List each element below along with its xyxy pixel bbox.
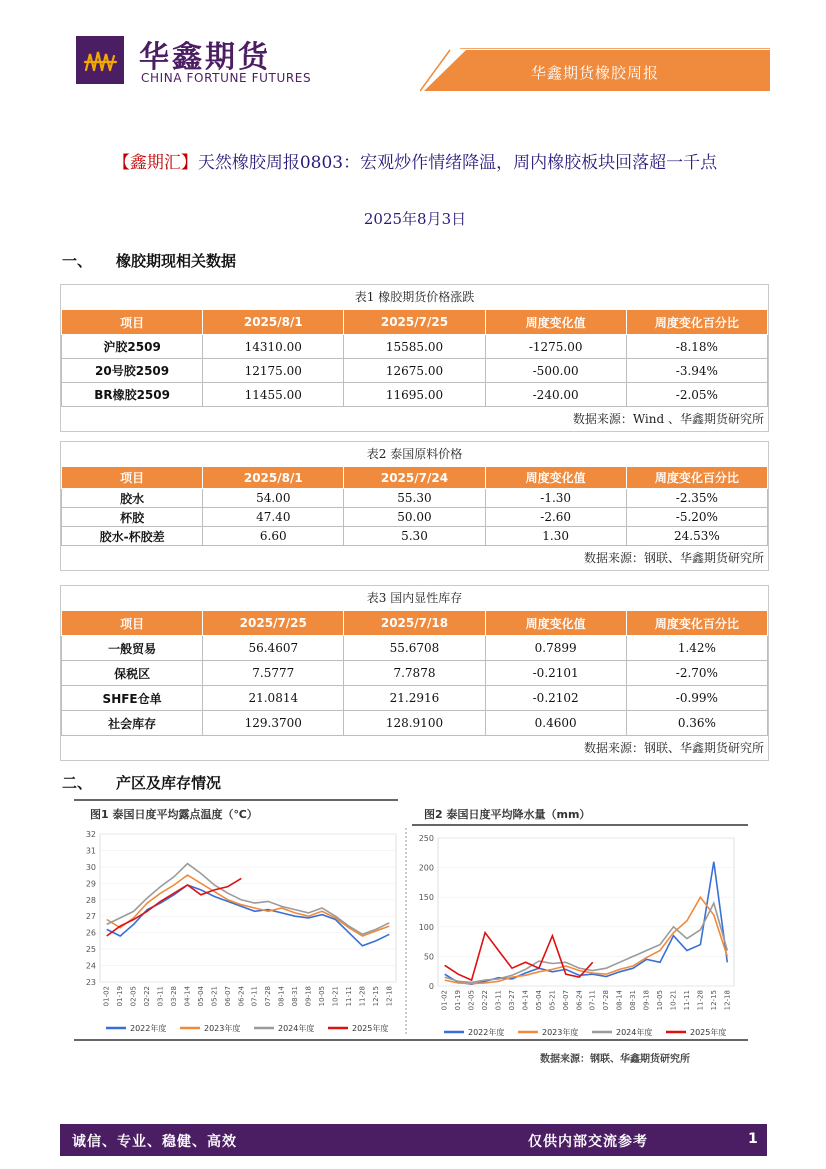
table-cell: 12175.00 <box>203 359 344 383</box>
chart1-x-tick-label: 05-04 <box>196 986 205 1007</box>
section-heading-1 <box>62 250 236 271</box>
chart1-x-tick-label: 02-22 <box>143 986 152 1007</box>
chart1-x-tick-label: 05-21 <box>210 986 219 1007</box>
chart2-x-tick-label: 05-04 <box>534 990 543 1011</box>
row-label: 20号胶2509 <box>62 359 203 383</box>
table-row <box>62 508 768 527</box>
column-header: 周度变化值 <box>485 467 626 489</box>
row-label: 一般贸易 <box>62 636 203 661</box>
chart2-x-tick-label: 08-31 <box>629 990 638 1011</box>
table-cell: -2.05% <box>626 383 767 407</box>
table-header-row <box>62 467 768 489</box>
chart1-x-tick-label: 08-14 <box>277 986 286 1007</box>
table-cell: -0.2101 <box>485 661 626 686</box>
footer-notice: 仅供内部交流参考 <box>528 1134 648 1150</box>
chart1-x-tick-label: 12-15 <box>371 986 380 1007</box>
row-label: 胶水 <box>62 489 203 508</box>
chart2-y-tick-label: 100 <box>418 922 434 932</box>
table-header-row <box>62 611 768 636</box>
row-label: 保税区 <box>62 661 203 686</box>
chart2-plot-frame <box>438 838 734 986</box>
chart2-y-tick-label: 250 <box>418 834 434 843</box>
brand-name-cn: 华鑫期货 <box>139 40 271 75</box>
table-cell: 15585.00 <box>344 335 485 359</box>
chart1-y-tick-label: 27 <box>85 912 96 922</box>
section-label: 产区及库存情况 <box>116 774 222 792</box>
chart1-y-tick-label: 24 <box>85 961 96 971</box>
table-cell: 1.30 <box>485 527 626 546</box>
row-label: SHFE仓单 <box>62 686 203 711</box>
table-cell: 11695.00 <box>344 383 485 407</box>
chart2-x-tick-label: 06-24 <box>575 990 584 1011</box>
row-label: 沪胶2509 <box>62 335 203 359</box>
chart1-y-tick-label: 29 <box>85 879 96 889</box>
table-row <box>62 335 768 359</box>
chart1-y-tick-label: 26 <box>85 928 96 938</box>
chart1-x-tick-label: 10-21 <box>331 986 340 1007</box>
column-header: 项目 <box>62 310 203 335</box>
table-futures-prices <box>60 284 769 432</box>
table-cell: 129.3700 <box>203 711 344 736</box>
chart2-x-tick-label: 02-22 <box>481 990 490 1011</box>
table-cell: 50.00 <box>344 508 485 527</box>
title-tag: 【鑫期汇】 <box>112 153 198 173</box>
chart2-x-tick-label: 12-18 <box>723 990 732 1011</box>
chart2-plot <box>419 834 734 1037</box>
title-text: 天然橡胶周报0803：宏观炒作情绪降温，周内橡胶板块回落超一千点 <box>197 153 718 173</box>
chart2-y-tick-label: 50 <box>423 952 434 962</box>
chart1-title: 图1 泰国日度平均露点温度（℃） <box>90 808 258 821</box>
chart1-y-tick-label: 28 <box>85 895 96 905</box>
chart2-x-tick-label: 10-05 <box>656 990 664 1011</box>
table-cell: -2.60 <box>485 508 626 527</box>
chart2-x-tick-label: 07-28 <box>602 990 611 1011</box>
column-header: 2025/7/24 <box>344 467 485 489</box>
chart2-x-tick-label: 06-07 <box>561 990 570 1011</box>
chart2-x-tick-label: 04-14 <box>521 990 530 1011</box>
chart2-x-tick-label: 01-02 <box>440 990 449 1011</box>
chart1-series-line <box>107 875 390 936</box>
chart1-x-tick-label: 04-14 <box>183 986 192 1007</box>
table-cell: -2.70% <box>626 661 767 686</box>
report-name: 华鑫期货橡胶周报 <box>530 64 659 82</box>
data-table <box>61 309 768 407</box>
table-cell: -5.20% <box>626 508 767 527</box>
table-caption: 表1 橡胶期货价格涨跌 <box>354 290 475 304</box>
table-cell: 6.60 <box>203 527 344 546</box>
table-cell: -0.99% <box>626 686 767 711</box>
table-row <box>62 636 768 661</box>
table-cell: -1275.00 <box>485 335 626 359</box>
chart1-x-tick-label: 07-28 <box>264 986 273 1007</box>
table-thai-raw-prices <box>60 441 769 571</box>
chart1-x-tick-label: 02-05 <box>129 986 138 1007</box>
chart2-x-tick-label: 11-11 <box>682 990 691 1011</box>
data-table <box>61 466 768 546</box>
brand-name-en: CHINA FORTUNE FUTURES <box>141 71 312 85</box>
charts-figure <box>60 798 767 1044</box>
chart1-x-tick-label: 07-11 <box>250 986 259 1007</box>
column-header: 周度变化值 <box>485 310 626 335</box>
document-title <box>60 148 770 173</box>
table-cell: -0.2102 <box>485 686 626 711</box>
column-header: 2025/8/1 <box>203 467 344 489</box>
table-cell: 12675.00 <box>344 359 485 383</box>
chart1-x-tick-label: 06-07 <box>223 986 232 1007</box>
table-cell: 21.0814 <box>203 686 344 711</box>
table-caption: 表2 泰国原料价格 <box>366 447 463 461</box>
column-header: 项目 <box>62 467 203 489</box>
column-header: 周度变化百分比 <box>626 310 767 335</box>
chart2-x-tick-label: 02-05 <box>467 990 476 1011</box>
chart2-y-tick-label: 150 <box>418 893 434 903</box>
table-cell: 47.40 <box>203 508 344 527</box>
table-cell: 55.30 <box>344 489 485 508</box>
company-logo <box>76 36 124 84</box>
chart1-y-tick-label: 32 <box>85 830 96 839</box>
column-header: 周度变化值 <box>485 611 626 636</box>
table-cell: 54.00 <box>203 489 344 508</box>
table-cell: -240.00 <box>485 383 626 407</box>
chart2-x-tick-label: 03-11 <box>494 990 503 1011</box>
chart2-legend-label: 2024年度 <box>616 1028 653 1037</box>
chart1-y-tick-label: 23 <box>85 978 96 987</box>
table-cell: 128.9100 <box>344 711 485 736</box>
column-header: 2025/8/1 <box>203 310 344 335</box>
table-source: 数据来源：钢联、华鑫期货研究所 <box>583 551 764 565</box>
chart1-legend-label: 2022年度 <box>130 1024 167 1033</box>
column-header: 2025/7/25 <box>344 310 485 335</box>
table-cell: 14310.00 <box>203 335 344 359</box>
footer-slogan: 诚信、专业、稳健、高效 <box>72 1134 237 1150</box>
table-domestic-inventory <box>60 585 769 761</box>
chart1-y-tick-label: 25 <box>85 945 96 955</box>
chart2-legend-label: 2025年度 <box>690 1028 727 1037</box>
chart1-legend-label: 2025年度 <box>352 1024 389 1033</box>
table-row <box>62 359 768 383</box>
chart1-x-tick-label: 08-31 <box>291 986 300 1007</box>
chart2-x-tick-label: 08-14 <box>615 990 624 1011</box>
chart1-plot <box>86 830 396 1033</box>
chart1-x-tick-label: 10-05 <box>318 986 326 1007</box>
chart2-x-tick-label: 05-21 <box>548 990 557 1011</box>
table-header-row <box>62 310 768 335</box>
table-cell: -8.18% <box>626 335 767 359</box>
section-number: 一、 <box>62 252 93 270</box>
chart1-x-tick-label: 06-24 <box>237 986 246 1007</box>
chart1-series-line <box>107 864 390 935</box>
section-label: 橡胶期现相关数据 <box>116 252 237 270</box>
page-number: 1 <box>748 1131 758 1147</box>
table-cell: 55.6708 <box>344 636 485 661</box>
table-cell: -1.30 <box>485 489 626 508</box>
logo-emblem-icon <box>76 36 124 84</box>
chart2-x-tick-label: 10-21 <box>669 990 678 1011</box>
table-source: 数据来源：钢联、华鑫期货研究所 <box>583 741 764 755</box>
table-cell: 7.5777 <box>203 661 344 686</box>
chart2-x-tick-label: 07-11 <box>588 990 597 1011</box>
column-header: 项目 <box>62 611 203 636</box>
chart1-legend-label: 2024年度 <box>278 1024 315 1033</box>
table-row <box>62 686 768 711</box>
section-number: 二、 <box>62 774 93 792</box>
chart1-x-tick-label: 01-19 <box>116 986 125 1007</box>
table-cell: 1.42% <box>626 636 767 661</box>
row-label: 杯胶 <box>62 508 203 527</box>
column-header: 2025/7/25 <box>203 611 344 636</box>
table-row <box>62 489 768 508</box>
table-row <box>62 527 768 546</box>
chart1-series-line <box>107 878 242 936</box>
chart2-legend-label: 2022年度 <box>468 1028 505 1037</box>
table-cell: -500.00 <box>485 359 626 383</box>
data-table <box>61 610 768 736</box>
column-header: 周度变化百分比 <box>626 611 767 636</box>
row-label: BR橡胶2509 <box>62 383 203 407</box>
table-cell: 5.30 <box>344 527 485 546</box>
column-header: 周度变化百分比 <box>626 467 767 489</box>
chart2-x-tick-label: 09-18 <box>642 990 651 1011</box>
chart2-legend-label: 2023年度 <box>542 1028 579 1037</box>
table-cell: 24.53% <box>626 527 767 546</box>
document-date: 2025年8月3日 <box>363 210 467 228</box>
chart1-series-line <box>107 885 390 946</box>
chart1-legend-label: 2023年度 <box>204 1024 241 1033</box>
row-label: 社会库存 <box>62 711 203 736</box>
charts-source: 数据来源：钢联、华鑫期货研究所 <box>540 1054 690 1065</box>
column-header: 2025/7/18 <box>344 611 485 636</box>
table-cell: 0.4600 <box>485 711 626 736</box>
chart1-x-tick-label: 09-18 <box>304 986 313 1007</box>
chart1-x-tick-label: 11-28 <box>358 986 367 1007</box>
chart1-y-tick-label: 30 <box>85 862 96 872</box>
table-cell: 21.2916 <box>344 686 485 711</box>
table-cell: 11455.00 <box>203 383 344 407</box>
chart1-x-tick-label: 12-18 <box>385 986 394 1007</box>
table-cell: -3.94% <box>626 359 767 383</box>
table-row <box>62 661 768 686</box>
table-cell: 0.36% <box>626 711 767 736</box>
table-row <box>62 383 768 407</box>
chart2-x-tick-label: 11-28 <box>696 990 705 1011</box>
table-cell: 0.7899 <box>485 636 626 661</box>
chart2-x-tick-label: 12-15 <box>709 990 718 1011</box>
chart1-x-tick-label: 03-28 <box>170 986 178 1007</box>
table-source: 数据来源：Wind 、华鑫期货研究所 <box>572 412 764 426</box>
chart1-y-tick-label: 31 <box>85 846 96 856</box>
table-row <box>62 711 768 736</box>
chart2-x-tick-label: 03-27 <box>508 990 516 1011</box>
chart2-y-tick-label: 0 <box>428 982 434 991</box>
table-cell: 7.7878 <box>344 661 485 686</box>
chart2-y-tick-label: 200 <box>418 863 434 873</box>
section-heading-2 <box>62 772 221 793</box>
chart2-title: 图2 泰国日度平均降水量（mm） <box>424 808 591 821</box>
row-label: 胶水-杯胶差 <box>62 527 203 546</box>
chart2-x-tick-label: 01-19 <box>454 990 463 1011</box>
chart1-x-tick-label: 01-02 <box>102 986 111 1007</box>
chart1-x-tick-label: 11-11 <box>344 986 353 1007</box>
table-cell: -2.35% <box>626 489 767 508</box>
table-cell: 56.4607 <box>203 636 344 661</box>
table-caption: 表3 国内显性库存 <box>366 591 463 605</box>
chart1-x-tick-label: 03-11 <box>156 986 165 1007</box>
